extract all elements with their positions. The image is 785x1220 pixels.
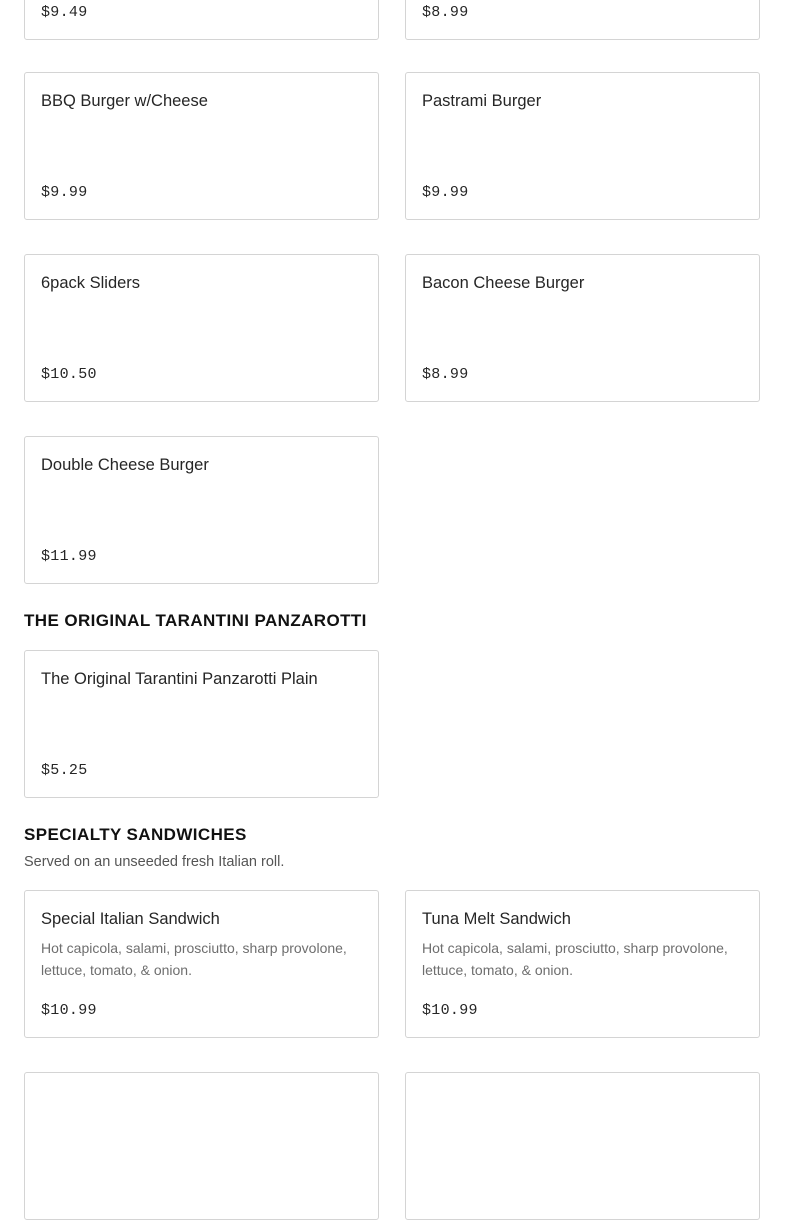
section-title-sandwiches: SPECIALTY SANDWICHES [24,825,247,844]
section-title-panzarotti: THE ORIGINAL TARANTINI PANZAROTTI [24,611,367,630]
menu-item-description: Hot capicola, salami, prosciutto, sharp provolone, lettuce, tomato, & onion. [422,940,728,978]
menu-item-description: Hot capicola, salami, prosciutto, sharp provolone, lettuce, tomato, & onion. [41,940,347,978]
menu-item-name: Tuna Melt Sandwich [422,910,571,928]
menu-item-name: 6pack Sliders [41,274,141,292]
menu-item-card[interactable] [24,72,379,220]
menu-item-card[interactable] [405,0,760,40]
menu-item-name: Special Italian Sandwich [41,910,220,928]
menu-item-name: The Original Tarantini Panzarotti Plain [41,670,318,688]
menu-item-card[interactable] [405,1072,760,1220]
menu-item-card[interactable] [405,890,760,1038]
menu-item-price: $8.99 [422,366,469,383]
menu-item-card[interactable] [405,72,760,220]
section-subtitle-sandwiches: Served on an unseeded fresh Italian roll. [24,854,285,870]
menu-item-name: Pastrami Burger [422,92,542,110]
menu-item-price: $5.25 [41,762,88,779]
menu-item-card[interactable] [24,254,379,402]
menu-item-price: $9.49 [41,4,88,21]
menu-item-card[interactable] [24,1072,379,1220]
menu-item-card[interactable] [405,254,760,402]
menu-item-price: $9.99 [41,184,88,201]
menu-item-price: $10.50 [41,366,97,383]
menu-item-name: Bacon Cheese Burger [422,274,585,292]
menu-item-price: $11.99 [41,548,97,565]
menu-item-name: Double Cheese Burger [41,456,209,474]
menu-item-price: $10.99 [422,1002,478,1019]
menu-item-card[interactable] [24,890,379,1038]
menu-item-card[interactable] [24,436,379,584]
menu-item-price: $9.99 [422,184,469,201]
menu-item-price: $10.99 [41,1002,97,1019]
menu-item-card[interactable] [24,650,379,798]
menu-item-price: $8.99 [422,4,469,21]
menu-item-card[interactable] [24,0,379,40]
menu-item-name: BBQ Burger w/Cheese [41,92,208,110]
